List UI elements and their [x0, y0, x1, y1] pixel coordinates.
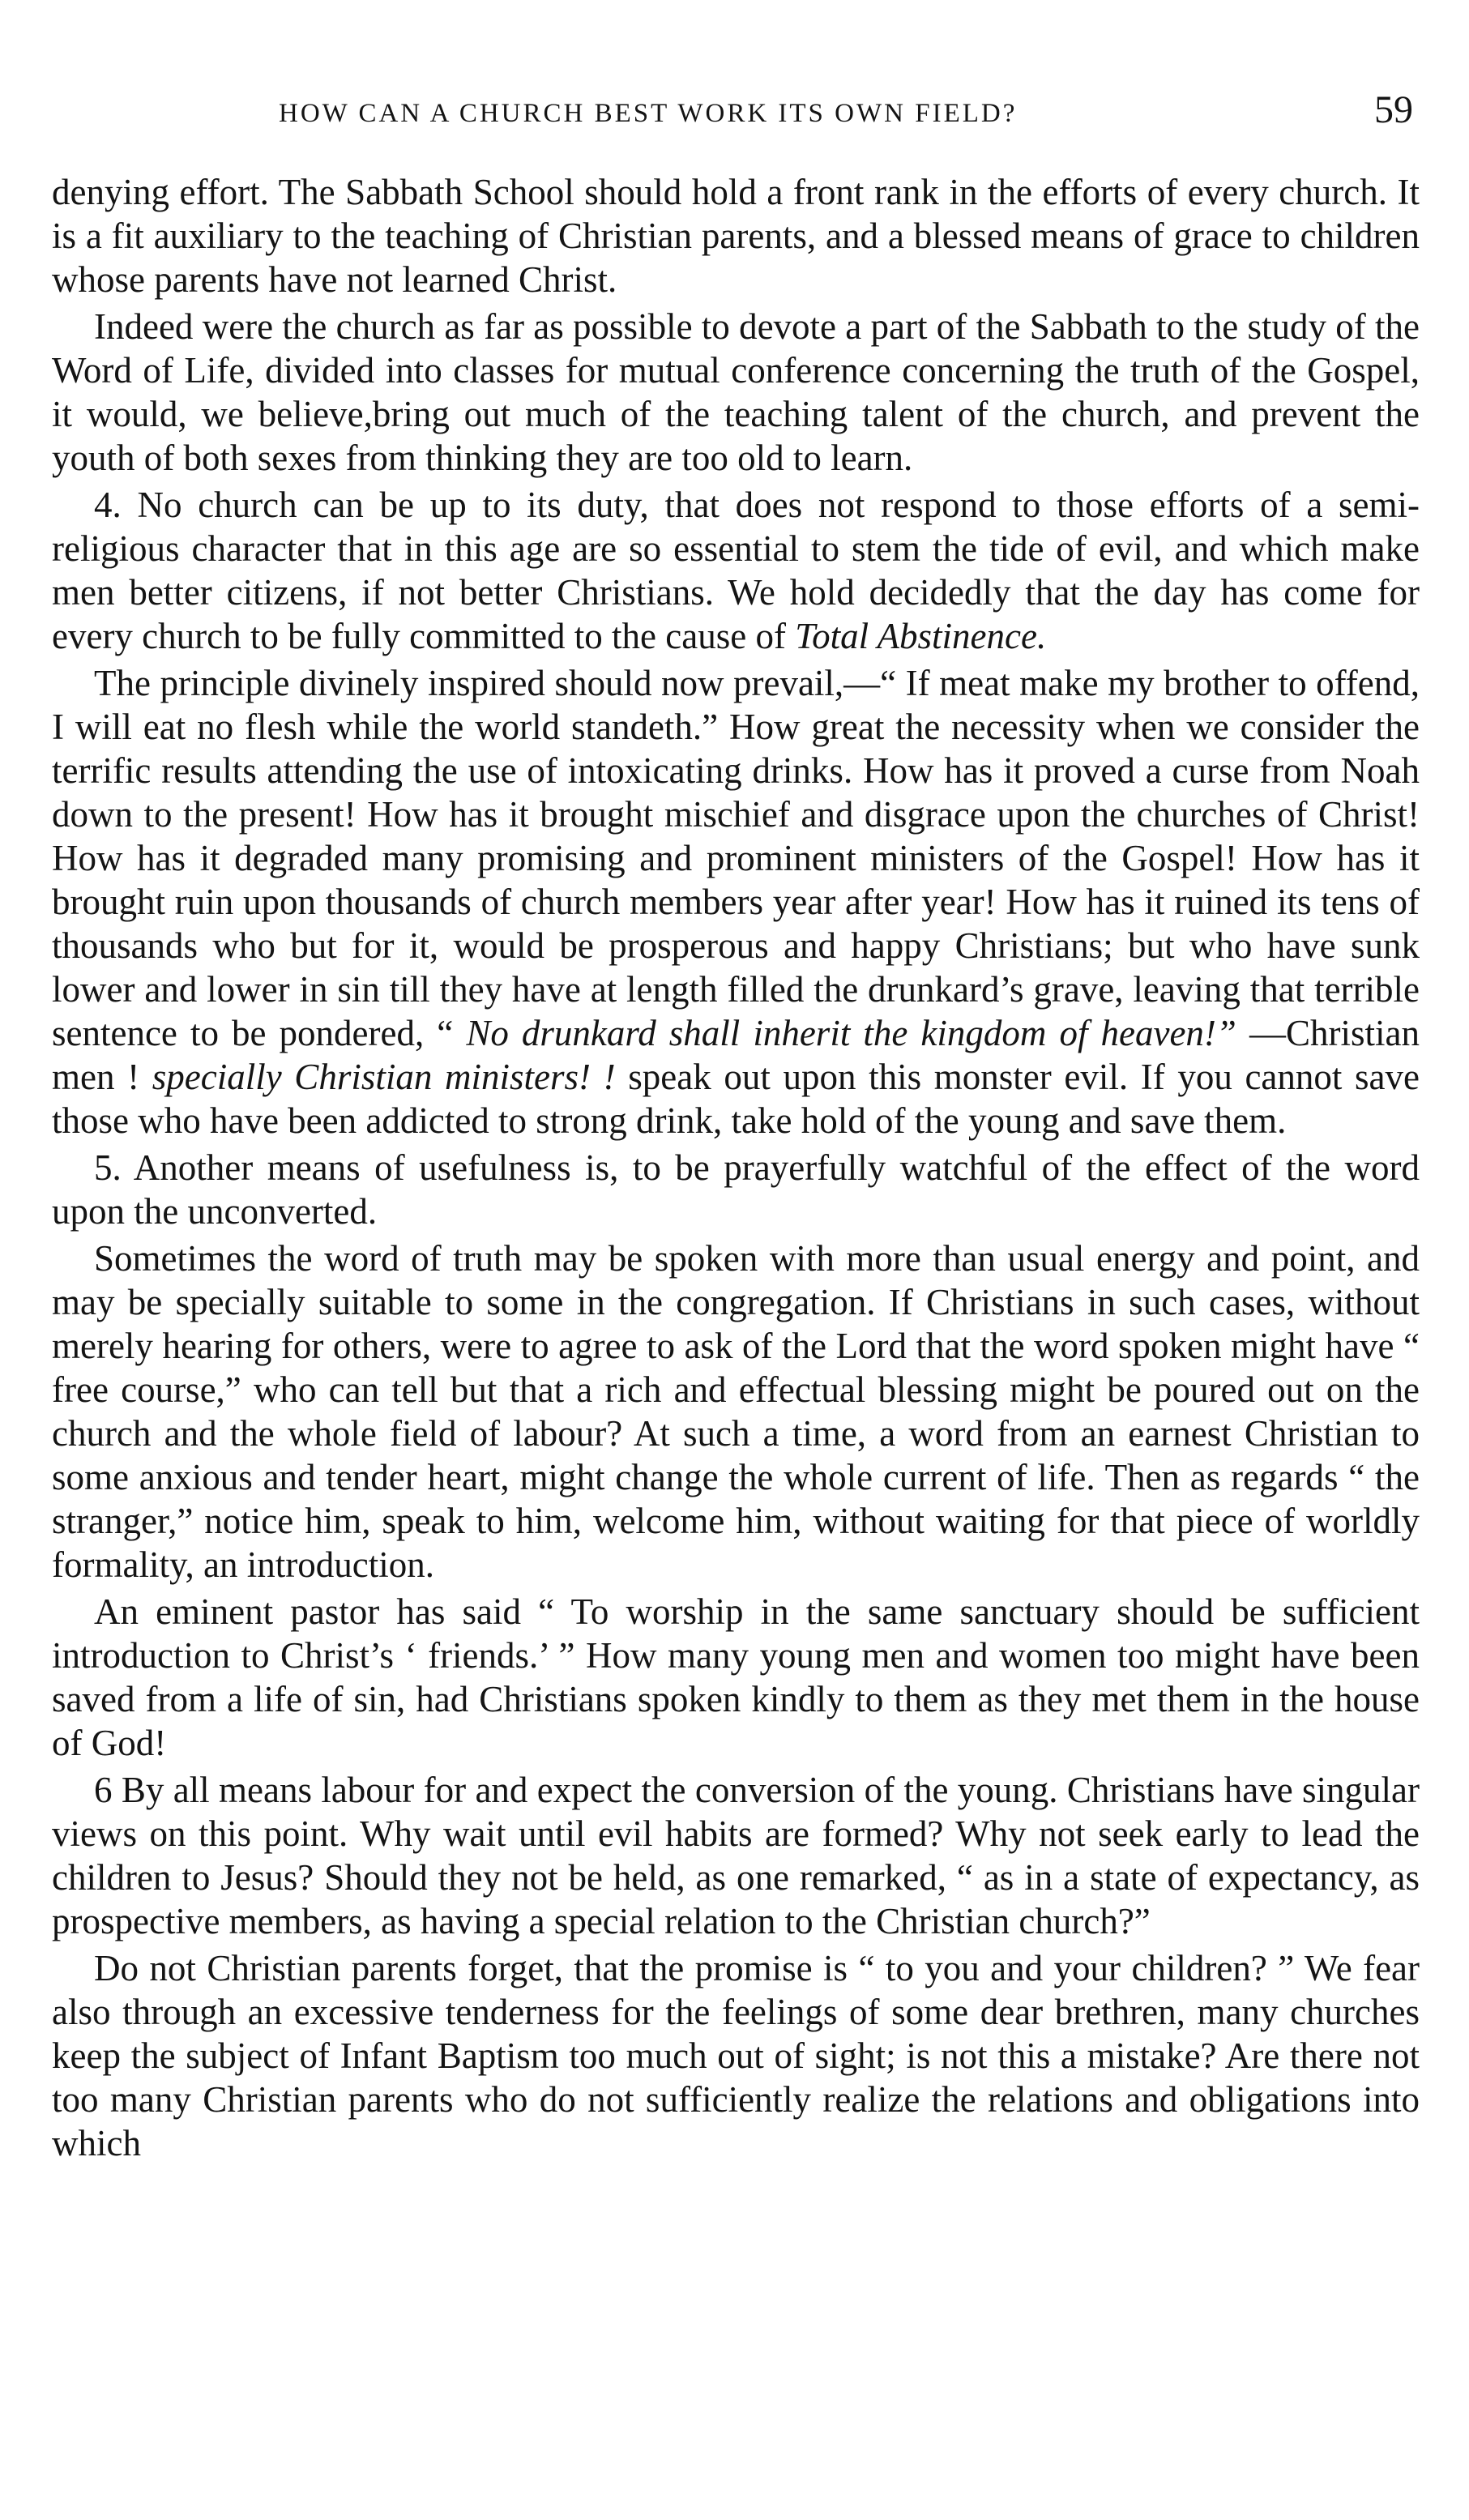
paragraph-text: denying effort. The Sabbath School should hold a front rank in the efforts of every church. It is a fit auxiliary to the teaching of Christian parents, and a blessed means of grace to children whose parents have not learned Christ.	[52, 172, 1420, 300]
paragraph-text: Sometimes the word of truth may be spoken with more than usual energy and point, and may be specially suitable to some in the congregation. If Christians in such cases, without merely hearing for others, were to agree to ask of the Lord that the word spoken might have “ free course,” who can tell but that a rich and effectual blessing might be poured out on the church and the whole field of labour? At such a time, a word from an earnest Christian to some anxious and tender heart, might change the whole current of life. Then as regards “ the stranger,” notice him, speak to him, welcome him, without waiting for that piece of worldly formality, an introduction.	[52, 1238, 1420, 1585]
paragraph-text: The principle divinely inspired should now prevail,—“ If meat make my brother to offend, I will eat no flesh while the world standeth.” How great the necessity when we consider the terrific results attending the use of intoxicating drinks. How has it proved a curse from Noah down to the present! How has it brought mischief and disgrace upon the churches of Christ! How has it degraded many promising and prominent ministers of the Gospel! How has it brought ruin upon thousands of church members year after year! How has it ruined its tens of thousands who but for it, would be prosperous and happy Christians; but who have sunk lower and lower in sin till they have at length filled the drunkard’s grave, leaving that terrible sentence to be pondered, “	[52, 663, 1420, 1053]
page-number: 59	[1374, 88, 1413, 131]
paragraph-point-5	[52, 1146, 1420, 1233]
paragraph-text: Indeed were the church as far as possible to devote a part of the Sabbath to the study of the Word of Life, divided into classes for mutual conference concerning the truth of the Gospel, it would, we believe,bring out much of the teaching talent of the church, and prevent the youth of both sexes from thinking they are too old to learn.	[52, 306, 1420, 478]
italic-total-abstinence: Total Abstinence.	[795, 616, 1047, 656]
paragraph-point-6	[52, 1768, 1420, 1943]
paragraph-point-4	[52, 483, 1420, 658]
paragraph-christian-parents	[52, 1946, 1420, 2165]
running-head	[52, 88, 1420, 136]
book-page	[52, 0, 1420, 2520]
paragraph-text: Do not Christian parents forget, that the promise is “ to you and your children? ” We fear also through an excessive tenderness for the feelings of some dear brethren, many churches keep the subject of Infant Baptism too much out of sight; is not this a mistake? Are there not too many Christian parents who do not sufficiently realize the relations and obligations into which	[52, 1948, 1420, 2163]
italic-scripture-quote: No drunkard shall inherit the kingdom of heaven!”	[466, 1013, 1236, 1053]
paragraph-continued	[52, 170, 1420, 301]
paragraph-text: 5. Another means of usefulness is, to be prayerfully watchful of the effect of the word upon the unconverted.	[52, 1147, 1420, 1232]
paragraph-text: —Christian men !	[52, 1013, 1420, 1097]
body-text	[52, 170, 1420, 2168]
running-title: HOW CAN A CHURCH BEST WORK ITS OWN FIELD?	[279, 99, 1018, 128]
paragraph-eminent-pastor	[52, 1590, 1420, 1765]
paragraph-text: speak out upon this monster evil. If you cannot save those who have been addicted to strong drink, take hold of the young and save them.	[52, 1057, 1420, 1141]
italic-specially-ministers: specially Christian ministers! !	[152, 1057, 616, 1097]
paragraph-text: 6 By all means labour for and expect the conversion of the young. Christians have singular views on this point. Why wait until evil habits are formed? Why not seek early to lead the children to Jesus? Should they not be held, as one remarked, “ as in a state of expectancy, as prospective members, as having a special relation to the Christian church?”	[52, 1770, 1420, 1941]
paragraph-divine-principle	[52, 661, 1420, 1143]
paragraph-sabbath-study	[52, 305, 1420, 480]
paragraph-word-of-truth	[52, 1237, 1420, 1587]
paragraph-text: 4. No church can be up to its duty, that does not respond to those efforts of a semi-religious character that in this age are so essential to stem the tide of evil, and which make men better citizens, if not better Christians. We hold decidedly that the day has come for every church to be fully committed to the cause of	[52, 485, 1420, 656]
paragraph-text: An eminent pastor has said “ To worship in the same sanctuary should be sufficient introduction to Christ’s ‘ friends.’ ” How many young men and women too might have been saved from a life of sin, had Christians spoken kindly to them as they met them in the house of God!	[52, 1591, 1420, 1763]
